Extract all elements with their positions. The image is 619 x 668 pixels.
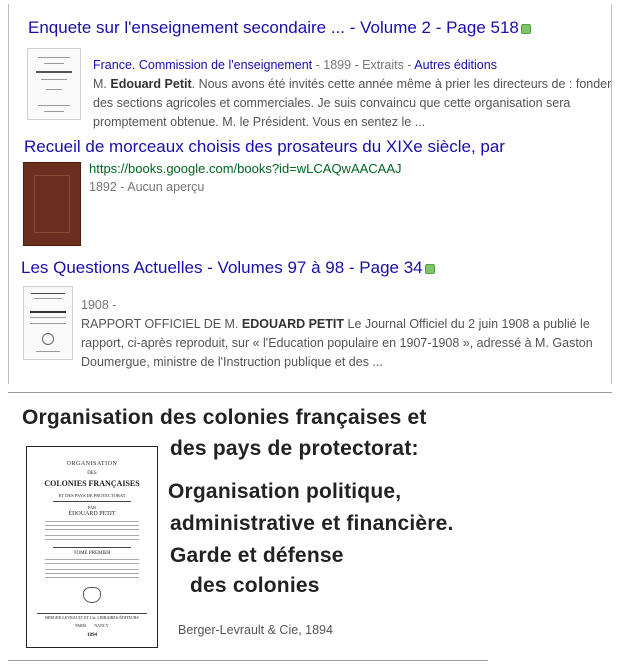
cover-text: ÉDOUARD PETIT [68, 511, 116, 517]
full-view-badge-icon [425, 264, 435, 274]
book-title-page-image [26, 446, 158, 648]
result-2-meta: 1892 - Aucun aperçu [89, 180, 205, 194]
cover-text: 1894 [87, 633, 97, 638]
result-1-snippet: M. Edouard Petit. Nous avons été invités cette année même à prier les directeurs de : fonder des sections agricoles et commerciales. Je suis convaincu que cette organisation sera promptement obtenue. M. le Président. Vous en sentez le ... [93, 77, 612, 129]
result-1-thumbnail[interactable] [27, 48, 81, 120]
result-3-title-text[interactable]: Les Questions Actuelles - Volumes 97 à 98 - Page 34 [21, 258, 423, 277]
cover-text: DES [87, 471, 97, 476]
cover-text: BERGER-LEVRAULT ET Cie, LIBRAIRES-ÉDITEURS [45, 615, 139, 620]
cover-text: COLONIES FRANÇAISES [44, 479, 140, 488]
result-1-author-link[interactable]: France. Commission de l'enseignement [93, 58, 313, 72]
full-view-badge-icon [521, 24, 531, 34]
result-2-thumbnail[interactable] [23, 162, 81, 246]
cover-text: TOME PREMIER [73, 551, 111, 556]
result-3-snippet: RAPPORT OFFICIEL DE M. EDOUARD PETIT Le Journal Officiel du 2 juin 1908 a publié le rapport, ci-après reproduit, sur « l'Education populaire en 1907-1908 », adressé à M. Gaston Doumergue, ministre de l'Instruction publique et des ... [81, 317, 593, 369]
card-title-line-4: administrative et financière. [170, 512, 454, 535]
cover-text: ET DES PAYS DE PROTECTORAT [58, 493, 126, 498]
card-title-line-1: Organisation des colonies françaises et [22, 406, 427, 429]
result-2-url[interactable]: https://books.google.com/books?id=wLCAQwAACAAJ [89, 161, 402, 176]
card-title-line-6: des colonies [190, 574, 320, 597]
cover-text: ORGANISATION [66, 461, 118, 467]
card-title-line-2: des pays de protectorat: [170, 437, 419, 460]
result-2-title-link[interactable] [24, 137, 505, 157]
highlighted-author: Edouard Petit [110, 77, 192, 91]
card-title-line-5: Garde et défense [170, 544, 344, 567]
result-2-title-text[interactable]: Recueil de morceaux choisis des prosateurs du XIXe siècle, par [24, 137, 505, 156]
result-1-meta [93, 58, 497, 72]
divider [8, 660, 488, 661]
result-3-meta: 1908 - [81, 298, 117, 312]
result-1-title-link[interactable] [28, 18, 531, 38]
result-3-thumbnail[interactable] [23, 286, 73, 360]
cover-text: PAR [87, 505, 97, 510]
result-1-title-text[interactable]: Enquete sur l'enseignement secondaire ... - Volume 2 - Page 518 [28, 18, 519, 37]
result-3-title-link[interactable] [21, 258, 435, 278]
publisher-emblem-icon [83, 587, 101, 603]
result-1-more-editions-link[interactable]: Autres éditions [414, 58, 497, 72]
card-publisher: Berger-Levrault & Cie, 1894 [178, 623, 333, 637]
search-results-panel [8, 4, 612, 384]
card-title-line-3: Organisation politique, [168, 480, 402, 503]
cover-cities: PARIS NANCY [75, 623, 109, 628]
highlighted-author: EDOUARD PETIT [241, 317, 345, 331]
result-1-year: - 1899 - Extraits - [312, 58, 415, 72]
divider [8, 392, 612, 393]
